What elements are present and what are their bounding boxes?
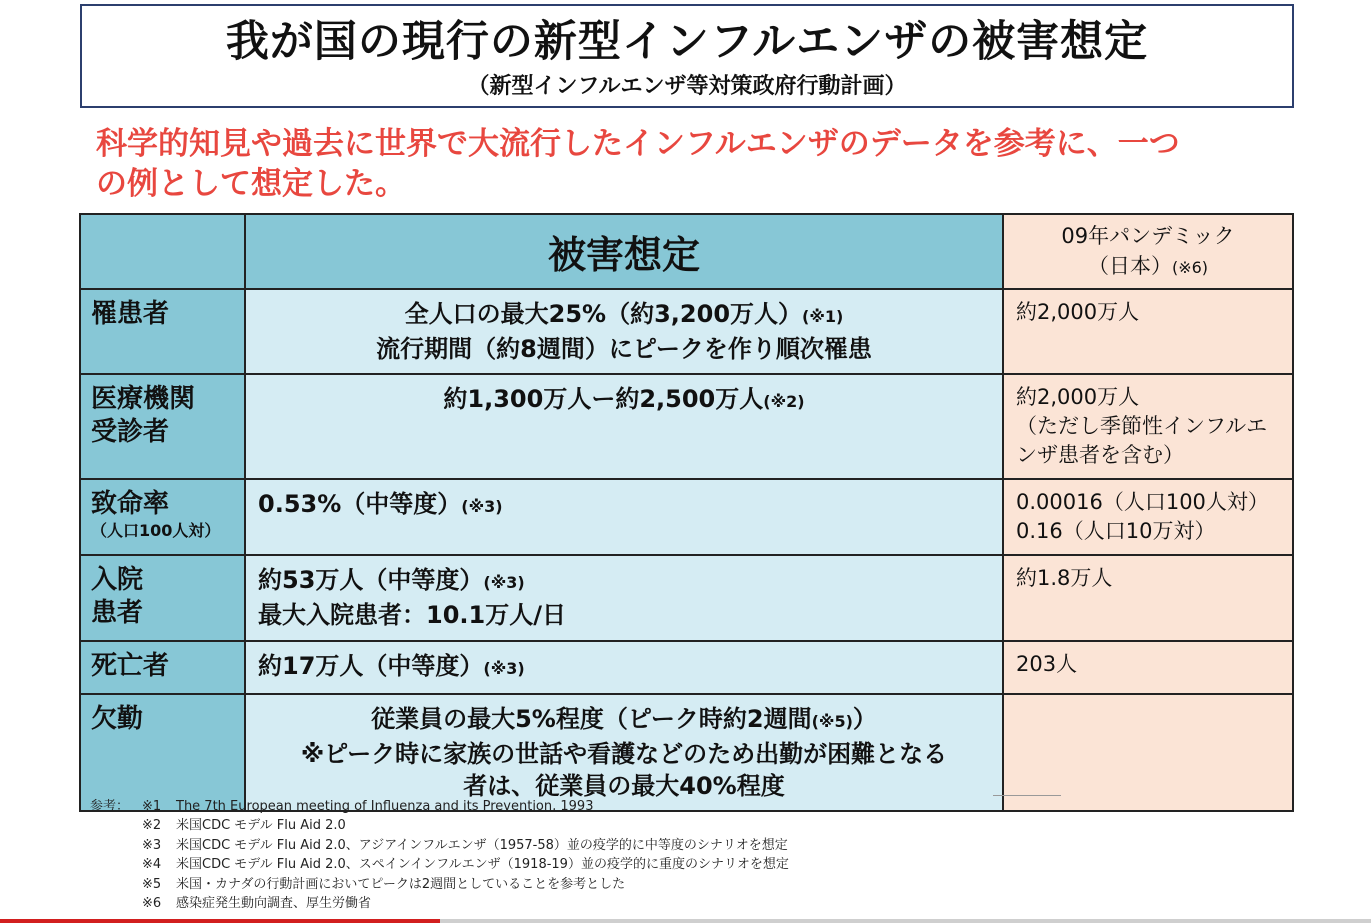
row-pandemic-outpatients xyxy=(1003,374,1293,479)
footnotes-label: 参考： xyxy=(90,799,130,814)
header-pandemic-note: (※6) xyxy=(1171,257,1209,277)
estimate-note: (※3) xyxy=(483,573,525,592)
estimate-line: 約17万人（中等度） xyxy=(258,652,484,680)
row-pandemic-fatality xyxy=(1003,479,1293,555)
footnote-item xyxy=(90,875,789,894)
footnote-text: 米国CDC モデル Flu Aid 2.0 xyxy=(176,818,346,834)
estimate-line: 約53万人（中等度） xyxy=(258,566,484,594)
footnote-item xyxy=(90,894,789,913)
estimate-line: 従業員の最大5%程度（ピーク時約2週間 xyxy=(371,705,812,733)
row-label-fatality xyxy=(80,479,245,555)
footnote-key: ※5 xyxy=(142,876,162,892)
pandemic-line: ンザ患者を含む） xyxy=(1016,443,1184,467)
lead-line-1: 科学的知見や過去に世界で大流行したインフルエンザのデータを参考に、一つ xyxy=(96,126,1180,162)
footnote-text: 米国CDC モデル Flu Aid 2.0、アジアインフルエンザ（1957-58）並の疫学的に中等度のシナリオを想定 xyxy=(176,837,788,853)
row-estimate-outpatients xyxy=(245,374,1003,479)
footnote-text: 感染症発生動向調査、厚生労働省 xyxy=(176,896,372,912)
footnote-text: The 7th European meeting of Influenza and its Prevention, 1993 xyxy=(176,799,594,814)
estimate-line: 最大入院患者：10.1万人/日 xyxy=(258,601,566,629)
video-progress-fill xyxy=(0,919,440,923)
table-row xyxy=(80,479,1293,555)
estimate-note: (※2) xyxy=(763,392,805,411)
estimate-note: (※3) xyxy=(483,659,525,678)
table-row xyxy=(80,289,1293,374)
label-line: 医療機関 xyxy=(91,384,196,414)
row-estimate-fatality xyxy=(245,479,1003,555)
estimate-note: (※3) xyxy=(461,497,503,516)
estimate-line: 0.53%（中等度） xyxy=(258,490,462,518)
footnote-text: 米国・カナダの行動計画においてピークは2週間としていることを参考とした xyxy=(176,876,626,892)
header-pandemic-country: （日本） xyxy=(1087,253,1172,278)
row-label-outpatients xyxy=(80,374,245,479)
footnote-key: ※6 xyxy=(142,896,162,912)
damage-estimate-table xyxy=(79,213,1294,812)
table-row xyxy=(80,555,1293,641)
footnote-item xyxy=(90,855,789,874)
title-box xyxy=(80,4,1294,108)
estimate-line: 全人口の最大25%（約3,200万人） xyxy=(404,300,803,328)
footnote-item xyxy=(90,797,789,816)
row-pandemic-patients: 約2,000万人 xyxy=(1003,289,1293,374)
footnote-key: ※2 xyxy=(142,818,162,834)
row-pandemic-hospitalized: 約1.8万人 xyxy=(1003,555,1293,641)
divider-line xyxy=(993,795,1061,796)
label-line: 致命率 xyxy=(91,489,170,519)
label-subline: （人口100人対） xyxy=(91,521,221,540)
estimate-note: (※5) xyxy=(811,712,853,731)
footnotes xyxy=(90,797,789,913)
row-label-hospitalized xyxy=(80,555,245,641)
estimate-line: 約1,300万人ー約2,500万人 xyxy=(443,385,764,413)
pandemic-line: 約2,000万人 xyxy=(1016,385,1140,409)
header-pandemic-line2 xyxy=(1004,251,1292,283)
header-pandemic xyxy=(1003,214,1293,289)
page-subtitle: （新型インフルエンザ等対策政府行動計画） xyxy=(467,74,907,99)
table-row xyxy=(80,694,1293,811)
pandemic-line: （ただし季節性インフルエ xyxy=(1016,414,1268,438)
page-title: 我が国の現行の新型インフルエンザの被害想定 xyxy=(225,17,1149,67)
table-header-row xyxy=(80,214,1293,289)
row-pandemic-deaths: 203人 xyxy=(1003,641,1293,694)
row-label-deaths: 死亡者 xyxy=(80,641,245,694)
row-estimate-deaths xyxy=(245,641,1003,694)
footnote-item xyxy=(90,836,789,855)
row-estimate-hospitalized xyxy=(245,555,1003,641)
label-line: 患者 xyxy=(91,598,144,628)
row-estimate-patients xyxy=(245,289,1003,374)
estimate-note: (※1) xyxy=(802,307,844,326)
label-line: 受診者 xyxy=(91,417,170,447)
footnote-key: ※3 xyxy=(142,837,162,853)
footnote-item xyxy=(90,816,789,835)
estimate-line: 者は、従業員の最大40%程度 xyxy=(463,772,785,800)
row-estimate-absence xyxy=(245,694,1003,811)
footnote-key: ※1 xyxy=(142,799,162,814)
estimate-line: 流行期間（約8週間）にピークを作り順次罹患 xyxy=(376,335,872,363)
header-pandemic-line1: 09年パンデミック xyxy=(1061,223,1235,248)
footnote-key: ※4 xyxy=(142,857,162,873)
footnote-text: 米国CDC モデル Flu Aid 2.0、スペインインフルエンザ（1918-19）並の疫学的に重度のシナリオを想定 xyxy=(176,857,789,873)
estimate-line: ※ピーク時に家族の世話や看護などのため出勤が困難となる xyxy=(300,740,948,768)
table-row xyxy=(80,641,1293,694)
lead-text xyxy=(96,124,1296,204)
row-pandemic-absence xyxy=(1003,694,1293,811)
pandemic-line: 0.16（人口10万対） xyxy=(1016,519,1216,543)
lead-line-2: の例として想定した。 xyxy=(96,166,406,202)
label-line: 入院 xyxy=(91,565,144,595)
estimate-line-end: ） xyxy=(852,705,877,733)
row-label-absence: 欠勤 xyxy=(80,694,245,811)
header-blank-cell xyxy=(80,214,245,289)
table-row xyxy=(80,374,1293,479)
row-label-patients: 罹患者 xyxy=(80,289,245,374)
header-estimate: 被害想定 xyxy=(245,214,1003,289)
pandemic-line: 0.00016（人口100人対） xyxy=(1016,490,1269,514)
